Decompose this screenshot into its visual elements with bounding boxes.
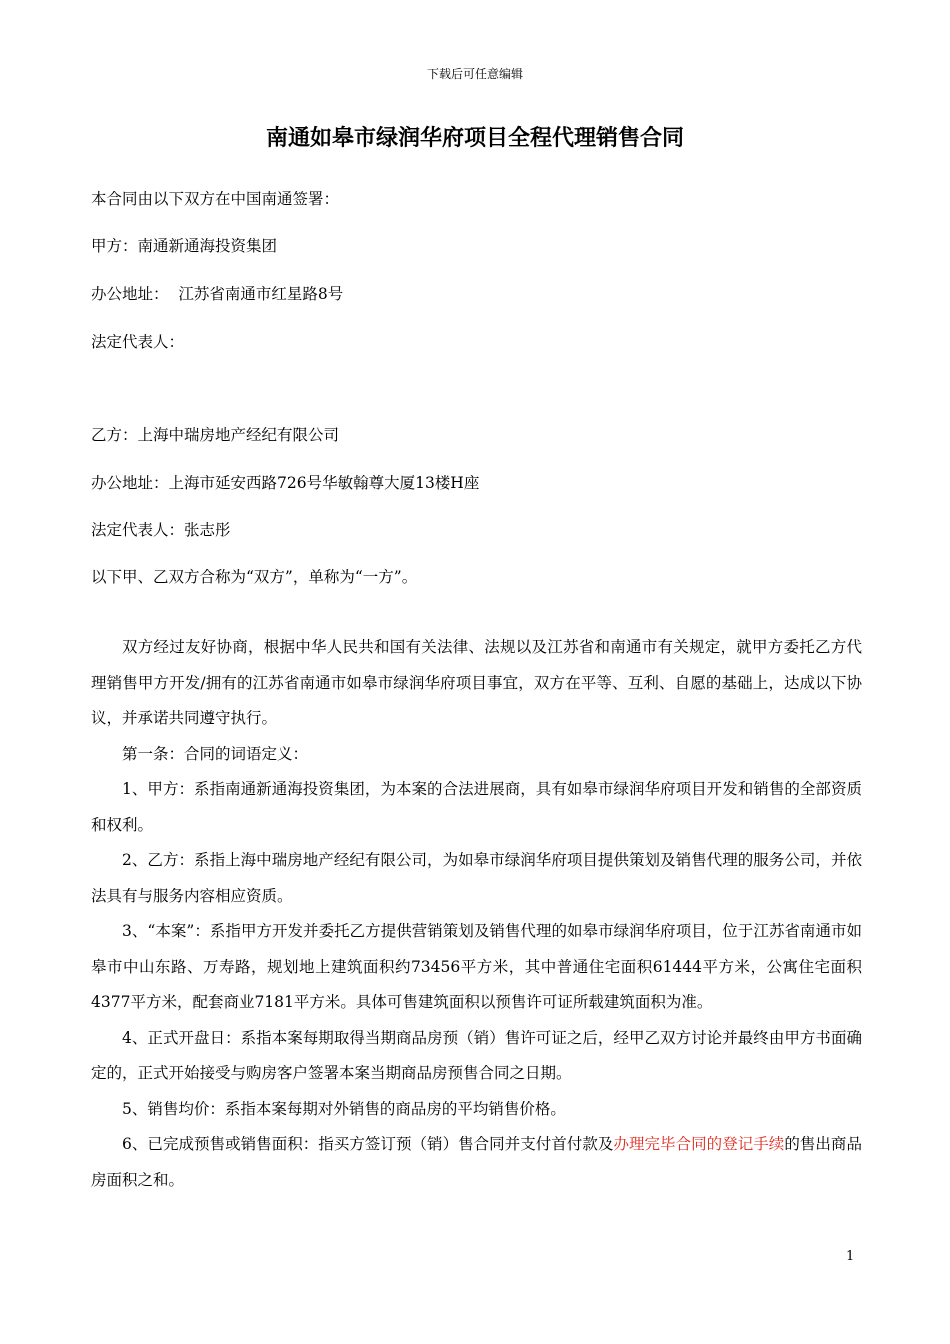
article-1-heading: 第一条：合同的词语定义： [122,744,309,763]
party-a-representative: 法定代表人： [91,333,185,351]
document-title: 南通如皋市绿润华府项目全程代理销售合同 [265,126,684,151]
definition-opening-date: 4、正式开盘日：系指本案每期取得当期商品房预（销）售许可证之后，经甲乙双方讨论并最终由甲方书面确定的，正式开始接受与购房客户签署本案当期商品房预售合同之日期。 [91,1028,862,1082]
party-a-name: 甲方：南通新通海投资集团 [91,237,278,255]
collective-naming-line: 以下甲、乙双方合称为“双方”，单称为“一方”。 [91,568,418,586]
party-b-name: 乙方：上海中瑞房地产经纪有限公司 [91,426,340,444]
definition-sold-area-end: 的售出商品房面积之和。 [91,1135,862,1189]
definition-sold-area-start: 6、已完成预售或销售面积：指买方签订预（销）售合同并支付首付款及 [122,1135,614,1153]
page-header: 下载后可任意编辑 [426,67,523,81]
intro-line: 本合同由以下双方在中国南通签署： [91,190,340,208]
party-a-address: 办公地址： 江苏省南通市红星路8号 [91,285,344,303]
definition-party-a: 1、甲方：系指南通新通海投资集团，为本案的合法进展商，具有如皋市绿润华府项目开发和销售的全部资质和权利。 [91,780,862,834]
party-b-representative: 法定代表人：张志彤 [91,521,231,539]
definition-party-b: 2、乙方：系指上海中瑞房地产经纪有限公司，为如皋市绿润华府项目提供策划及销售代理的服务公司，并依法具有与服务内容相应资质。 [91,851,862,905]
definition-project: 3、“本案”：系指甲方开发并委托乙方提供营销策划及销售代理的如皋市绿润华府项目，位于江苏省南通市如皋市中山东路、万寿路，规划地上建筑面积约73456平方米，其中普通住宅面积61444平方米，公寓住宅面积4377平方米，配套商业7181平方米。具体可售建筑面积以预售许可证所载建筑面积为准。 [91,922,862,1011]
preamble-paragraph: 双方经过友好协商，根据中华人民共和国有关法律、法规以及江苏省和南通市有关规定，就甲方委托乙方代理销售甲方开发/拥有的江苏省南通市如皋市绿润华府项目事宜，双方在平等、互利、自愿的基础上，达成以下协议，并承诺共同遵守执行。 [91,638,862,727]
party-b-address: 办公地址：上海市延安西路726号华敏翰尊大厦13楼H座 [91,474,480,492]
highlighted-registration-text: 办理完毕合同的登记手续 [613,1135,785,1153]
page-number: 1 [846,1249,855,1264]
contract-body [91,630,862,1198]
definition-sold-area [91,1127,862,1198]
definition-average-price: 5、销售均价：系指本案每期对外销售的商品房的平均销售价格。 [122,1099,566,1118]
